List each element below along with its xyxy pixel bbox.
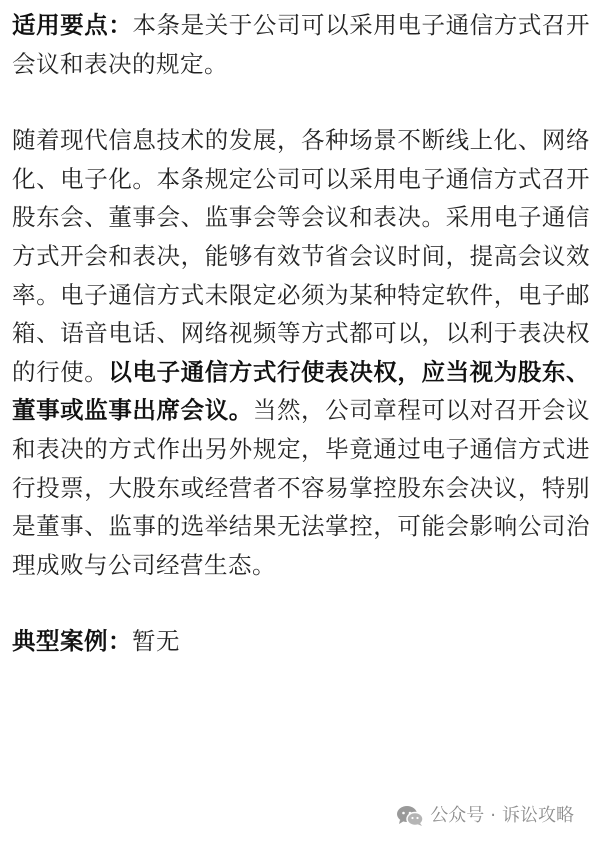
typical-case-text: 暂无 [132,627,180,656]
applicability-text: 本条是关于公司可以采用电子通信方式召开会议和表决的规定。 [12,11,591,78]
applicability-label: 适用要点： [12,11,133,39]
explanation-text-a: 随着现代信息技术的发展，各种场景不断线上化、网络化、电子化。本条规定公司可以采用电子通信方式召开股东会、董事会、监事会等会议和表决。采用电子通信方式开会和表决，能够有效节省会议时间，提高会议效率。电子通信方式未限定必须为某种特定软件，电子邮箱、语音电话、网络视频等方式都可以，以利于表决权的行使。 [12,126,590,386]
wechat-watermark [392,802,578,830]
typical-case-paragraph [12,622,590,661]
applicability-paragraph [12,6,590,83]
typical-case-label: 典型案例： [12,627,132,656]
watermark-separator: · [490,805,496,826]
wechat-icon [396,805,424,827]
watermark-source: 公众号 [430,805,485,826]
article-body [12,6,590,661]
watermark-account: 诉讼攻略 [502,805,574,826]
explanation-text-b: 当然，公司章程可以对召开会议和表决的方式作出另外规定，毕竟通过电子通信方式进行投票，大股东或经营者不容易掌控股东会决议，特别是董事、监事的选举结果无法掌控，可能会影响公司治理成败与公司经营生态。 [12,396,591,579]
explanation-bold-text: 以电子通信方式行使表决权，应当视为股东、董事或监事出席会议。 [12,357,591,425]
explanation-paragraph [12,121,590,584]
